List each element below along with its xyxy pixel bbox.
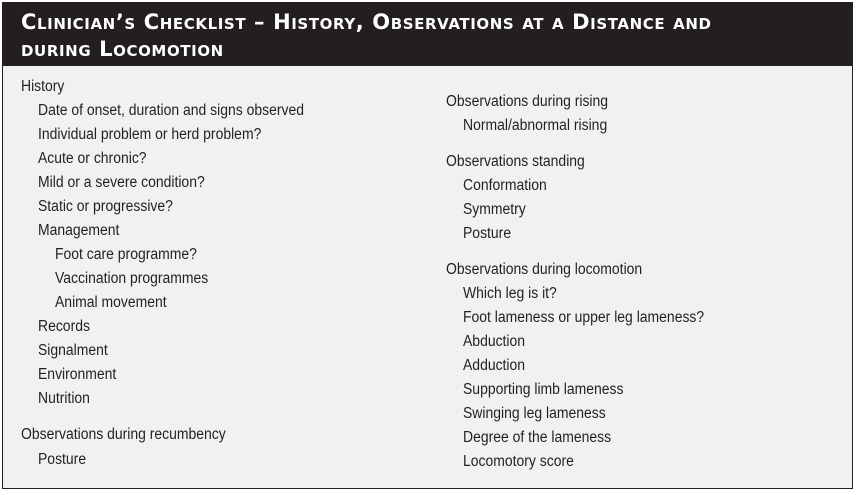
checklist-item: Acute or chronic? — [38, 150, 147, 167]
checklist-item: Foot lameness or upper leg lameness? — [463, 309, 705, 326]
checklist-subitem: Animal movement — [55, 294, 167, 311]
checklist-box — [2, 2, 853, 489]
checklist-item: Individual problem or herd problem? — [38, 126, 262, 143]
checklist-item: Records — [38, 318, 90, 335]
checklist-header — [3, 3, 852, 66]
checklist-item: Date of onset, duration and signs observed — [38, 102, 305, 119]
checklist-item: Swinging leg lameness — [463, 405, 606, 422]
checklist-item: Environment — [38, 366, 117, 383]
checklist-title-line-1: Clinician’s Checklist – History, Observations at a Distance and — [21, 10, 712, 34]
checklist-item: Signalment — [38, 342, 108, 359]
checklist-item: Which leg is it? — [463, 285, 557, 302]
checklist-item: Locomotory score — [463, 453, 574, 470]
checklist-item: Mild or a severe condition? — [38, 174, 205, 191]
checklist-item: Degree of the lameness — [463, 429, 612, 446]
checklist-item: Symmetry — [463, 201, 526, 218]
checklist-item: Posture — [38, 451, 87, 468]
checklist-item: Management — [38, 222, 120, 239]
checklist-item: Static or progressive? — [38, 198, 173, 215]
checklist-item: Normal/abnormal rising — [463, 117, 608, 134]
checklist-item: Conformation — [463, 177, 547, 194]
section-heading-recumbency: Observations during recumbency — [21, 426, 226, 443]
section-heading-locomotion: Observations during locomotion — [446, 261, 643, 278]
checklist-item: Supporting limb lameness — [463, 381, 624, 398]
checklist-item: Posture — [463, 225, 512, 242]
checklist-item: Adduction — [463, 357, 526, 374]
checklist-subitem: Vaccination programmes — [55, 270, 209, 287]
section-heading-standing: Observations standing — [446, 153, 585, 170]
section-heading-history: History — [21, 78, 65, 95]
checklist-item: Nutrition — [38, 390, 90, 407]
checklist-title-line-2: during Locomotion — [21, 37, 224, 61]
section-heading-rising: Observations during rising — [446, 93, 609, 110]
checklist-subitem: Foot care programme? — [55, 246, 197, 263]
checklist-item: Abduction — [463, 333, 526, 350]
